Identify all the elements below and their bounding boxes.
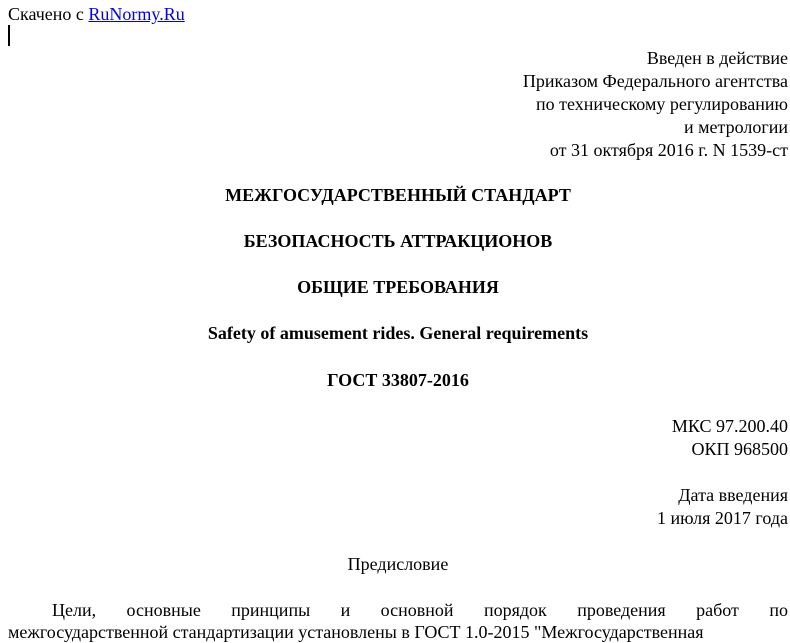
okp-code: ОКП 968500 <box>691 439 788 459</box>
approval-line: Приказом Федерального агентства <box>522 71 788 91</box>
classification-codes <box>672 415 788 461</box>
runormy-link[interactable]: RuNormy.Ru <box>88 4 185 24</box>
introduction-date-value: 1 июля 2017 года <box>657 508 788 528</box>
english-title: Safety of amusement rides. General requirements <box>207 323 589 343</box>
document-subtitle: ОБЩИЕ ТРЕБОВАНИЯ <box>297 277 499 297</box>
preface-paragraph-line: Цели, основные принципы и основной порядок проведения работ по <box>52 600 788 620</box>
approval-block <box>523 47 788 162</box>
mks-code: МКС 97.200.40 <box>671 416 788 436</box>
approval-line: и метрологии <box>684 117 788 137</box>
download-source-prefix: Скачено с <box>8 4 84 24</box>
preface-heading: Предисловие <box>347 554 449 574</box>
introduction-date-label: Дата введения <box>678 485 788 505</box>
download-source-line <box>8 3 185 25</box>
standard-code: ГОСТ 33807-2016 <box>327 370 469 390</box>
approval-line: от 31 октября 2016 г. N 1539-ст <box>549 140 788 160</box>
preface-paragraph-line: межгосударственной стандартизации установлены в ГОСТ 1.0-2015 "Межгосударственная <box>8 622 704 642</box>
standard-type-heading: МЕЖГОСУДАРСТВЕННЫЙ СТАНДАРТ <box>225 185 571 205</box>
approval-line: Введен в действие <box>646 48 788 68</box>
text-cursor <box>8 25 10 46</box>
approval-line: по техническому регулированию <box>535 94 788 114</box>
introduction-date-block <box>657 484 788 530</box>
document-title: БЕЗОПАСНОСТЬ АТТРАКЦИОНОВ <box>243 231 553 251</box>
